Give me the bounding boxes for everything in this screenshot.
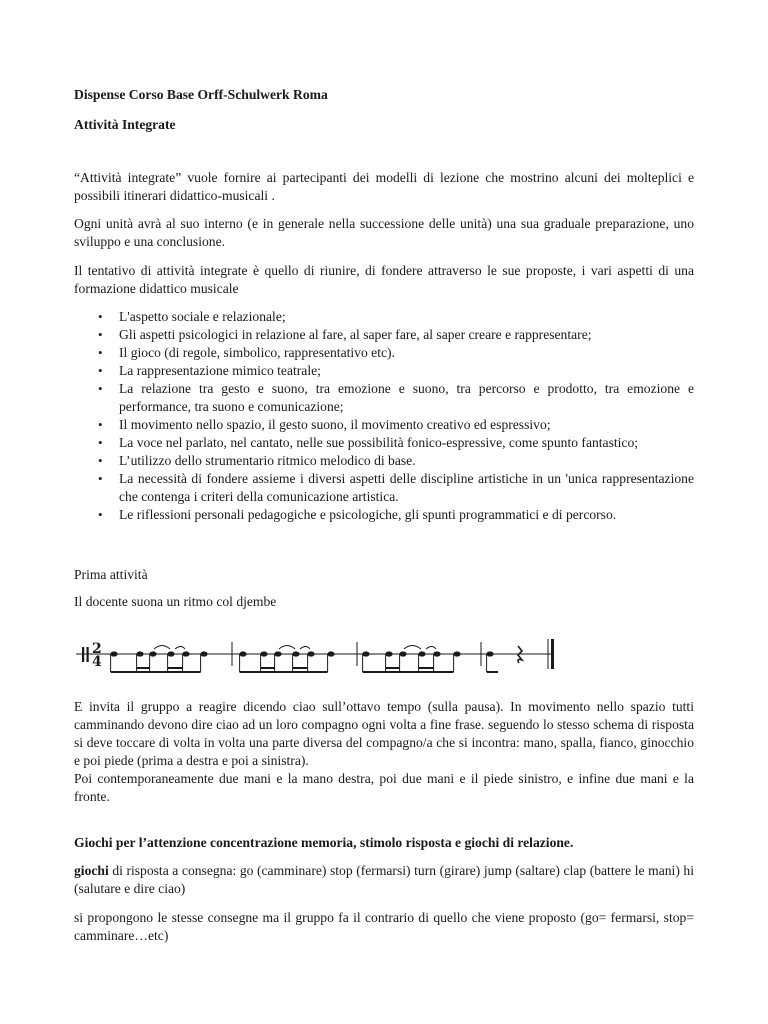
giochi-bold-word: giochi (74, 863, 109, 878)
note-head (418, 651, 425, 656)
bullet-icon: • (98, 327, 103, 342)
aspects-list (74, 308, 694, 524)
measure-2 (239, 642, 357, 672)
list-item (74, 380, 694, 416)
note-head (149, 651, 156, 656)
measure-1 (110, 642, 232, 672)
note-head (327, 651, 334, 656)
giochi-text: di risposta a consegna: go (camminare) stop (fermarsi) turn (girare) jump (saltare) clap (battere le mani) hi (salutare e dire ciao) (74, 863, 694, 896)
contrario-paragraph: si propongono le stesse consegne ma il gruppo fa il contrario di quello che viene proposto (go= fermarsi, stop= camminare…etc) (74, 910, 694, 943)
list-item-text: L’utilizzo dello strumentario ritmico melodico di base. (119, 453, 416, 468)
bullet-icon: • (98, 417, 103, 432)
note-head (486, 651, 493, 656)
percussion-clef-icon (82, 647, 84, 662)
note-head (453, 651, 460, 656)
unit-paragraph: Ogni unità avrà al suo interno (e in generale nella successione delle unità) una sua graduale preparazione, uno sviluppo e una conclusione. (74, 216, 694, 249)
bullet-icon: • (98, 453, 103, 468)
prima-attivita-label: Prima attività (74, 567, 148, 582)
list-item-text: L'aspetto sociale e relazionale; (119, 309, 286, 324)
document-title: Dispense Corso Base Orff-Schulwerk Roma (74, 87, 328, 102)
list-item-text: La rappresentazione mimico teatrale; (119, 363, 321, 378)
list-item-text: La necessità di fondere assieme i diversi aspetti delle discipline artistiche in un 'unica rappresentazione che contenga i criteri della comunicazione artistica. (119, 471, 694, 504)
note-head (110, 651, 117, 656)
list-item-text: La voce nel parlato, nel cantato, nelle sue possibilità fonico-espressive, come spunto fantastico; (119, 435, 639, 450)
ciao-paragraph: E invita il gruppo a reagire dicendo ciao sull’ottavo tempo (sulla pausa). In movimento nello spazio tutti camminando devono dire ciao ad un loro compagno ogni volta a fine frase. seguendo lo stesso schema di risposta si deve toccare di volta in volta una parte diversa del compagno/a che si incontra: mano, spalla, fianco, ginocchio e poi piede (prima a destra e poi a sinistra). (74, 699, 694, 768)
giochi-paragraph (74, 862, 694, 898)
list-item (74, 470, 694, 506)
note-head (260, 651, 267, 656)
list-item-text: Le riflessioni personali pedagogiche e psicologiche, gli spunti programmatici e di percorso. (119, 507, 617, 522)
docente-line: Il docente suona un ritmo col djembe (74, 594, 277, 609)
bullet-icon: • (98, 471, 103, 486)
bullet-icon: • (98, 381, 103, 396)
time-signature-bottom: 4 (92, 654, 102, 670)
note-head (274, 651, 281, 656)
note-head (167, 651, 174, 656)
list-item-text: La relazione tra gesto e suono, tra emozione e suono, tra percorso e prodotto, tra emozione e performance, tra suono e comunicazione; (119, 381, 694, 414)
list-item (74, 416, 694, 434)
bullet-icon: • (98, 435, 103, 450)
note-head (385, 651, 392, 656)
note-head (307, 651, 314, 656)
list-item (74, 308, 694, 326)
note-head (200, 651, 207, 656)
bullet-icon: • (98, 507, 103, 522)
note-head (239, 651, 246, 656)
list-item-text: Gli aspetti psicologici in relazione al fare, al saper fare, al saper creare e rappresentare; (119, 327, 592, 342)
document-subtitle: Attività Integrate (74, 117, 176, 132)
note-head (136, 651, 143, 656)
list-item-text: Il movimento nello spazio, il gesto suono, il movimento creativo ed espressivo; (119, 417, 551, 432)
time-signature-top: 2 (92, 641, 102, 657)
bullet-icon: • (98, 363, 103, 378)
giochi-heading: Giochi per l’attenzione concentrazione memoria, stimolo risposta e giochi di relazione. (74, 835, 574, 850)
poi-paragraph: Poi contemporaneamente due mani e la mano destra, poi due mani e il piede sinistro, e infine due mani e la fronte. (74, 771, 694, 804)
note-head (399, 651, 406, 656)
intro-paragraph: “Attività integrate” vuole fornire ai partecipanti dei modelli di lezione che mostrino alcuni dei molteplici e possibili itinerari didattico-musicali . (74, 170, 694, 203)
measure-3 (362, 642, 481, 672)
percussion-clef-icon-bar (87, 647, 89, 662)
list-item (74, 326, 694, 344)
list-item (74, 362, 694, 380)
note-head (433, 651, 440, 656)
rhythm-notation (74, 625, 569, 683)
list-item (74, 434, 694, 452)
list-item (74, 506, 694, 524)
attempt-paragraph: Il tentativo di attività integrate è quello di riunire, di fondere attraverso le sue proposte, i vari aspetti di una formazione didattico musicale (74, 263, 694, 296)
note-head (182, 651, 189, 656)
list-item (74, 344, 694, 362)
list-item-text: Il gioco (di regole, simbolico, rappresentativo etc). (119, 345, 395, 360)
bullet-icon: • (98, 345, 103, 360)
note-head (292, 651, 299, 656)
bullet-icon: • (98, 309, 103, 324)
measure-4 (486, 639, 554, 672)
note-head (362, 651, 369, 656)
list-item (74, 452, 694, 470)
